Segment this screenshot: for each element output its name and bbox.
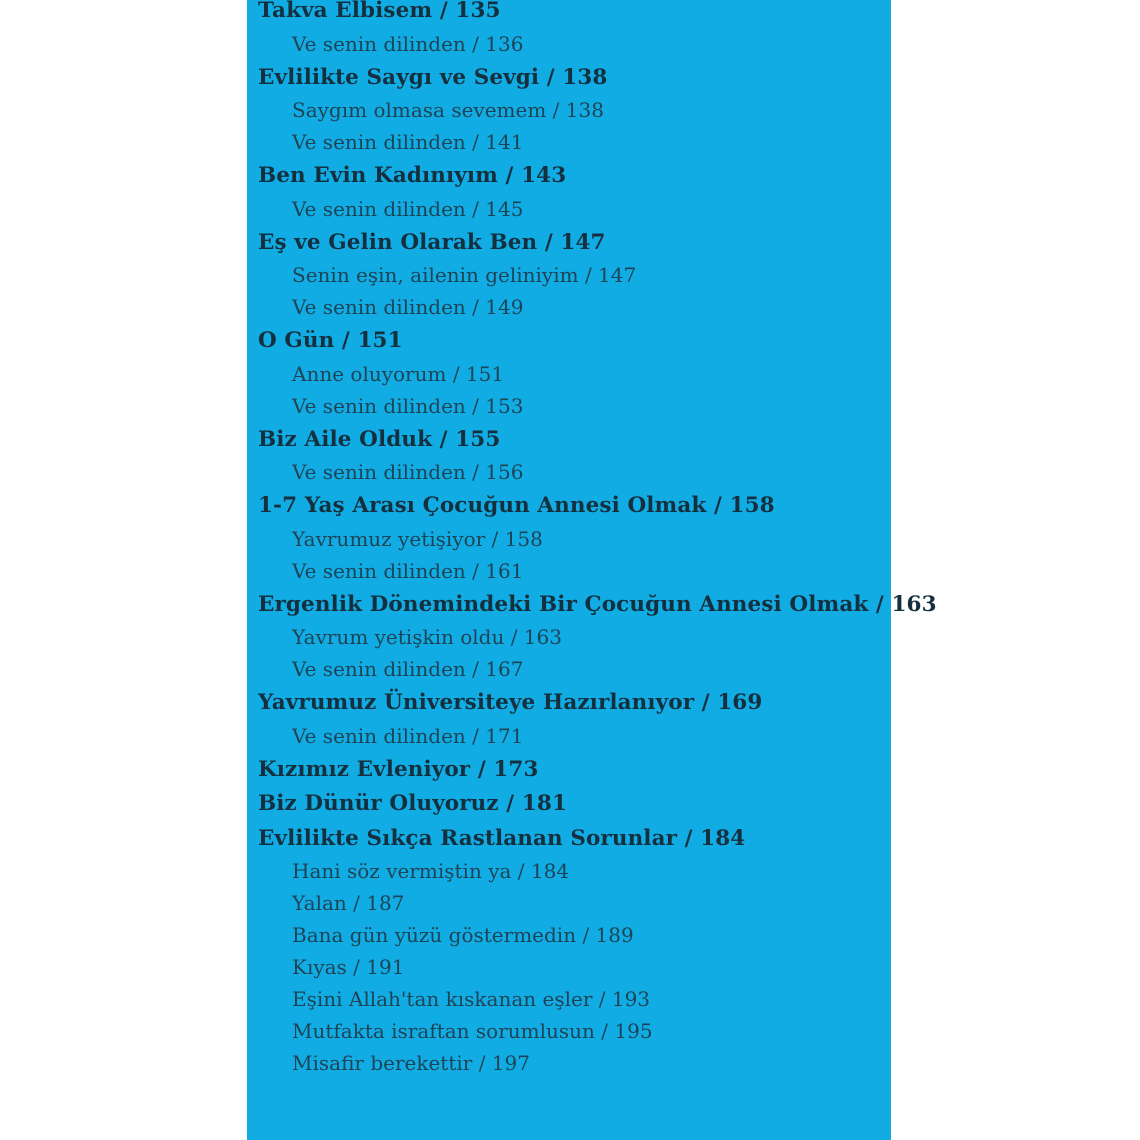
toc-chapter-entry: O Gün / 151 (258, 328, 403, 353)
toc-section-entry: Mutfakta israftan sorumlusun / 195 (292, 1019, 653, 1043)
toc-section-entry: Ve senin dilinden / 149 (292, 295, 524, 319)
toc-section-entry: Yalan / 187 (292, 891, 405, 915)
toc-section-entry: Misafir berekettir / 197 (292, 1051, 530, 1075)
toc-section-entry: Yavrum yetişkin oldu / 163 (292, 625, 562, 649)
toc-section-entry: Anne oluyorum / 151 (292, 361, 505, 386)
toc-section-entry: Eşini Allah'tan kıskanan eşler / 193 (292, 987, 651, 1011)
toc-chapter-entry: Biz Aile Olduk / 155 (258, 426, 501, 452)
toc-section-entry: Ve senin dilinden / 156 (292, 460, 524, 484)
toc-chapter-entry: Ergenlik Dönemindeki Bir Çocuğun Annesi Olmak / 163 (258, 591, 937, 617)
toc-chapter-entry: Takva Elbisem / 135 (258, 0, 501, 23)
toc-section-entry: Senin eşin, ailenin geliniyim / 147 (292, 263, 637, 287)
toc-section-entry: Ve senin dilinden / 136 (292, 31, 524, 56)
toc-section-entry: Kıyas / 191 (292, 955, 405, 979)
table-of-contents-list (247, 0, 1140, 1140)
toc-section-entry: Ve senin dilinden / 141 (292, 130, 524, 154)
toc-chapter-entry: Eş ve Gelin Olarak Ben / 147 (258, 229, 606, 255)
toc-section-entry: Ve senin dilinden / 167 (292, 657, 524, 681)
toc-chapter-entry: Ben Evin Kadınıyım / 143 (258, 163, 567, 188)
toc-section-entry: Saygım olmasa sevemem / 138 (292, 98, 604, 122)
toc-chapter-entry: Evlilikte Saygı ve Sevgi / 138 (258, 64, 608, 90)
toc-section-entry: Bana gün yüzü göstermedin / 189 (292, 923, 634, 947)
toc-section-entry: Ve senin dilinden / 153 (292, 393, 524, 418)
toc-section-entry: Yavrumuz yetişiyor / 158 (292, 526, 543, 551)
toc-section-entry: Ve senin dilinden / 171 (292, 723, 524, 748)
toc-section-entry: Ve senin dilinden / 161 (292, 558, 524, 583)
toc-chapter-entry: 1-7 Yaş Arası Çocuğun Annesi Olmak / 158 (258, 493, 775, 518)
toc-chapter-entry: Evlilikte Sıkça Rastlanan Sorunlar / 184 (258, 825, 746, 851)
toc-chapter-entry: Kızımız Evleniyor / 173 (258, 756, 539, 782)
toc-section-entry: Ve senin dilinden / 145 (292, 196, 524, 221)
toc-chapter-entry: Biz Dünür Oluyoruz / 181 (258, 791, 568, 816)
toc-chapter-entry: Yavrumuz Üniversiteye Hazırlanıyor / 169 (258, 690, 763, 715)
toc-section-entry: Hani söz vermiştin ya / 184 (292, 859, 570, 883)
